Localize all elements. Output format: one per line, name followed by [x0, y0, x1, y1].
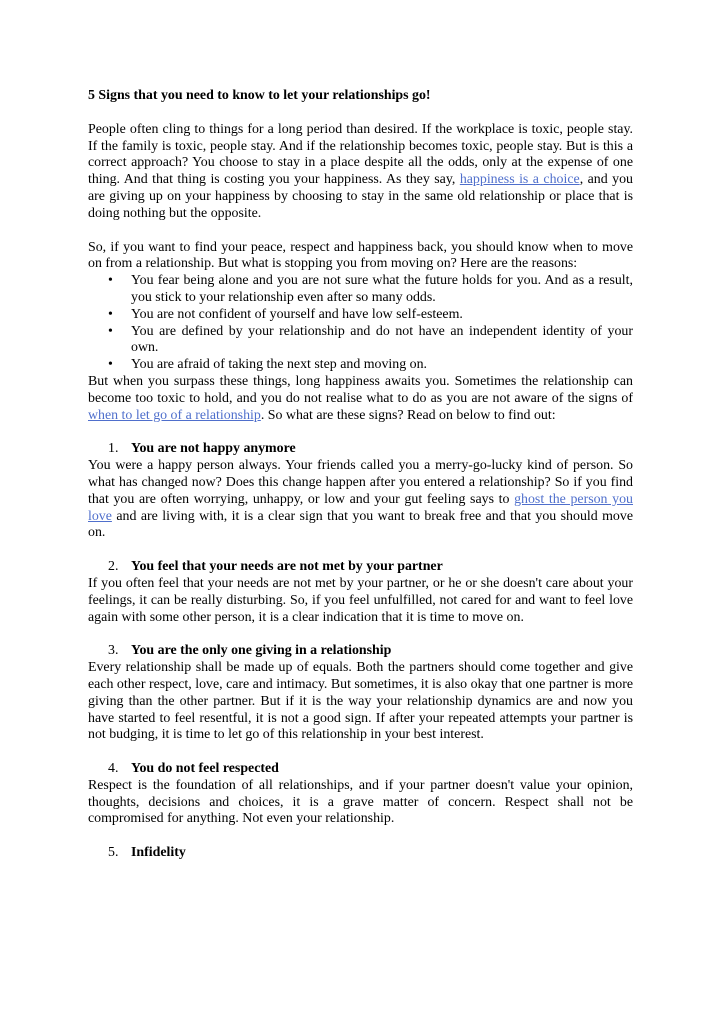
article-title: 5 Signs that you need to know to let your relationships go!: [88, 88, 431, 103]
sign-body-3: Every relationship shall be made up of equals. Both the partners should come together and give each other respect, love, care and intimacy. But sometimes, it is also okay that one partner is more giving than the other partner. But if it is the way your relationship dynamics are and now you have started to feel resentful, it is not a good sign. If after your repeated attempts your partner is not budging, it is time to let go of this relationship in your best interest.: [88, 660, 633, 743]
sign-title: You are not happy anymore: [131, 441, 296, 457]
signs-intro-paragraph: [88, 374, 633, 424]
sign-title: You do not feel respected: [131, 761, 279, 777]
reason-item: • You are defined by your relationship and do not have an independent identity of your own.: [88, 324, 633, 358]
sign-body-1: [88, 458, 633, 542]
signs-intro-text: But when you surpass these things, long happiness awaits you. Sometimes the relationship can become too toxic to hold, and you do not realise what to do as you are not aware of the signs of: [88, 373, 633, 406]
sign-number: 4.: [108, 761, 119, 777]
sign-text-end: and are living with, it is a clear sign that you want to break free and that you should move on.: [88, 508, 633, 541]
sign-number: 1.: [108, 441, 119, 457]
article-body: [88, 88, 633, 862]
reason-item: • You fear being alone and you are not sure what the future holds for you. And as a result, you stick to your relationship even after so many odds.: [88, 273, 633, 307]
sign-title: Infidelity: [131, 845, 186, 861]
intro-text-end: , and you are giving up on your happiness by choosing to stay in the same old relationship or place that is doing nothing but the opposite.: [88, 172, 633, 221]
sign-body-2: If you often feel that your needs are not met by your partner, or he or she doesn't care about your feelings, it can be really disturbing. So, if you feel unfulfilled, not cared for and want to feel love again with some other person, it is a clear indication that it is time to move on.: [88, 575, 633, 625]
intro-text: People often cling to things for a long period than desired. If the workplace is toxic, people stay. If the family is toxic, people stay. And if the relationship becomes toxic, people stay. But is this a correct approach? You choose to stay in a place despite all the odds, only at the expense of one thing. And that thing is costing you your happiness. As they say,: [88, 121, 633, 188]
sign-heading-3: [88, 643, 633, 660]
signs-intro-text-end: . So what are these signs? Read on below to find out:: [260, 407, 556, 423]
ghost-link[interactable]: ghost the person you love: [88, 491, 633, 524]
reason-item: • You are afraid of taking the next step and moving on.: [88, 357, 633, 374]
sign-body-4: Respect is the foundation of all relationships, and if your partner doesn't value your opinion, thoughts, decisions and choices, it is a grave matter of concern. Respect shall not be compromised for anything. Not even your relationship.: [88, 777, 633, 827]
reasons-list: [88, 273, 633, 374]
sign-title: You feel that your needs are not met by your partner: [131, 559, 443, 575]
reason-item: • You are not confident of yourself and have low self-esteem.: [88, 307, 633, 324]
let-go-link[interactable]: when to let go of a relationship: [88, 407, 261, 423]
sign-number: 3.: [108, 643, 119, 659]
happiness-choice-link[interactable]: happiness is a choice: [459, 172, 580, 188]
sign-text: You were a happy person always. Your friends called you a merry-go-lucky kind of person. So what has changed now? Does this change happen after you entered a relationship? So if you find that you are often worrying, unhappy, or low and your gut feeling says to: [88, 458, 633, 507]
sign-heading-2: [88, 559, 633, 576]
sign-heading-1: [88, 441, 633, 458]
sign-heading-4: [88, 761, 633, 778]
intro-paragraph: [88, 122, 633, 223]
sign-number: 5.: [108, 845, 119, 861]
sign-number: 2.: [108, 559, 119, 575]
sign-title: You are the only one giving in a relationship: [131, 643, 392, 659]
reasons-paragraph: So, if you want to find your peace, respect and happiness back, you should know when to move on from a relationship. But what is stopping you from moving on? Here are the reasons:: [88, 239, 633, 272]
sign-heading-5: [88, 845, 633, 862]
